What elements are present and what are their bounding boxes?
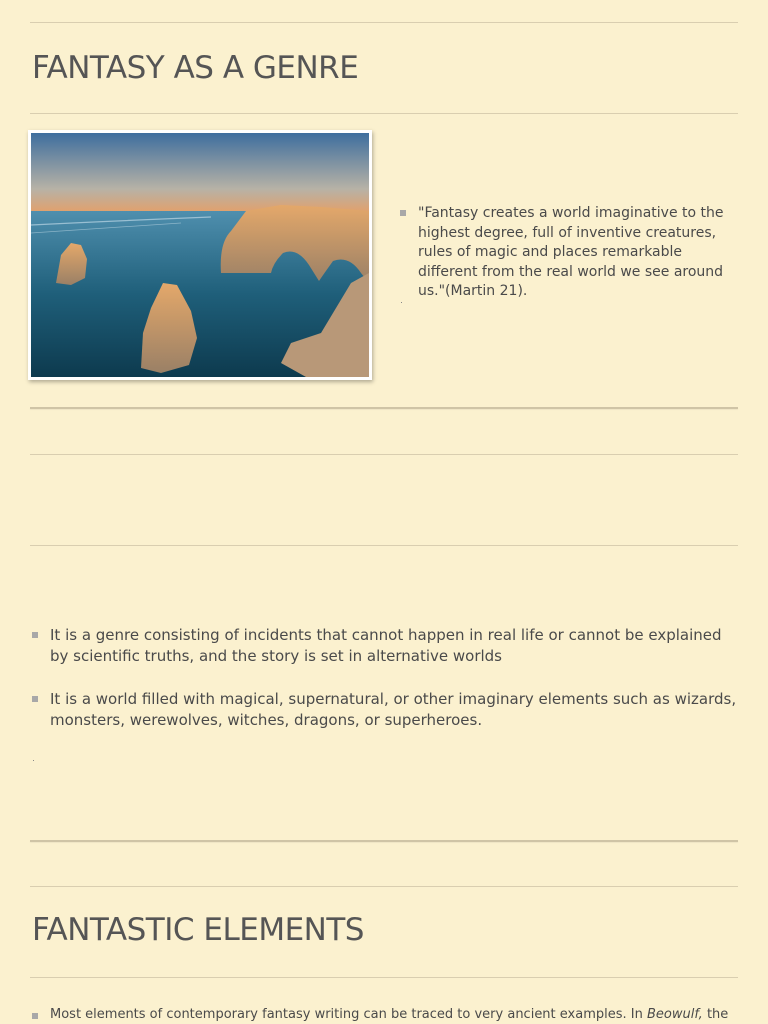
quote-bullet-list [400,204,740,302]
elements-bullet-suffix: the [702,1007,729,1022]
bullet-square-icon [400,210,406,216]
title-underline-rule [30,113,738,114]
genre-bullet-2-text: It is a world filled with magical, supernatural, or other imaginary elements such as wizards, monsters, werewolves, witches, dragons, or superheroes. [50,690,737,729]
elements-bullet-1 [32,1006,742,1024]
stray-dot [33,760,34,761]
slide-divider-1 [30,407,738,409]
sea-arch-image [31,133,369,377]
elements-bullet-prefix: Most elements of contemporary fantasy writing can be traced to very ancient examples. In [50,1007,647,1022]
slide2-top-rule [30,454,738,455]
genre-bullet-1-text: It is a genre consisting of incidents that cannot happen in real life or cannot be explained by scientific truths, and the story is set in alternative worlds [50,626,722,665]
stray-dot [401,302,402,303]
slide-title-fantastic-elements: FANTASTIC ELEMENTS [32,912,364,948]
top-rule [30,22,738,23]
bullet-square-icon [32,696,38,702]
bullet-square-icon [32,1013,38,1019]
genre-bullet-1 [32,625,742,667]
slide-divider-2 [30,840,738,842]
martin-quote-text: "Fantasy creates a world imaginative to the highest degree, full of inventive creatures, rules of magic and places remarkable different from the real world we see around us."(Martin 21). [418,205,724,300]
slide2-title-rule [30,545,738,546]
beowulf-title: Beowulf, [646,1007,703,1022]
quote-bullet [400,204,740,302]
slide-title-fantasy-genre: FANTASY AS A GENRE [32,50,359,86]
genre-bullet-list [32,625,742,753]
slide3-top-rule [30,886,738,887]
elements-bullet-list [32,1006,742,1024]
slide3-title-rule [30,977,738,978]
genre-bullet-2 [32,689,742,731]
coastal-photo [28,130,372,380]
bullet-square-icon [32,632,38,638]
